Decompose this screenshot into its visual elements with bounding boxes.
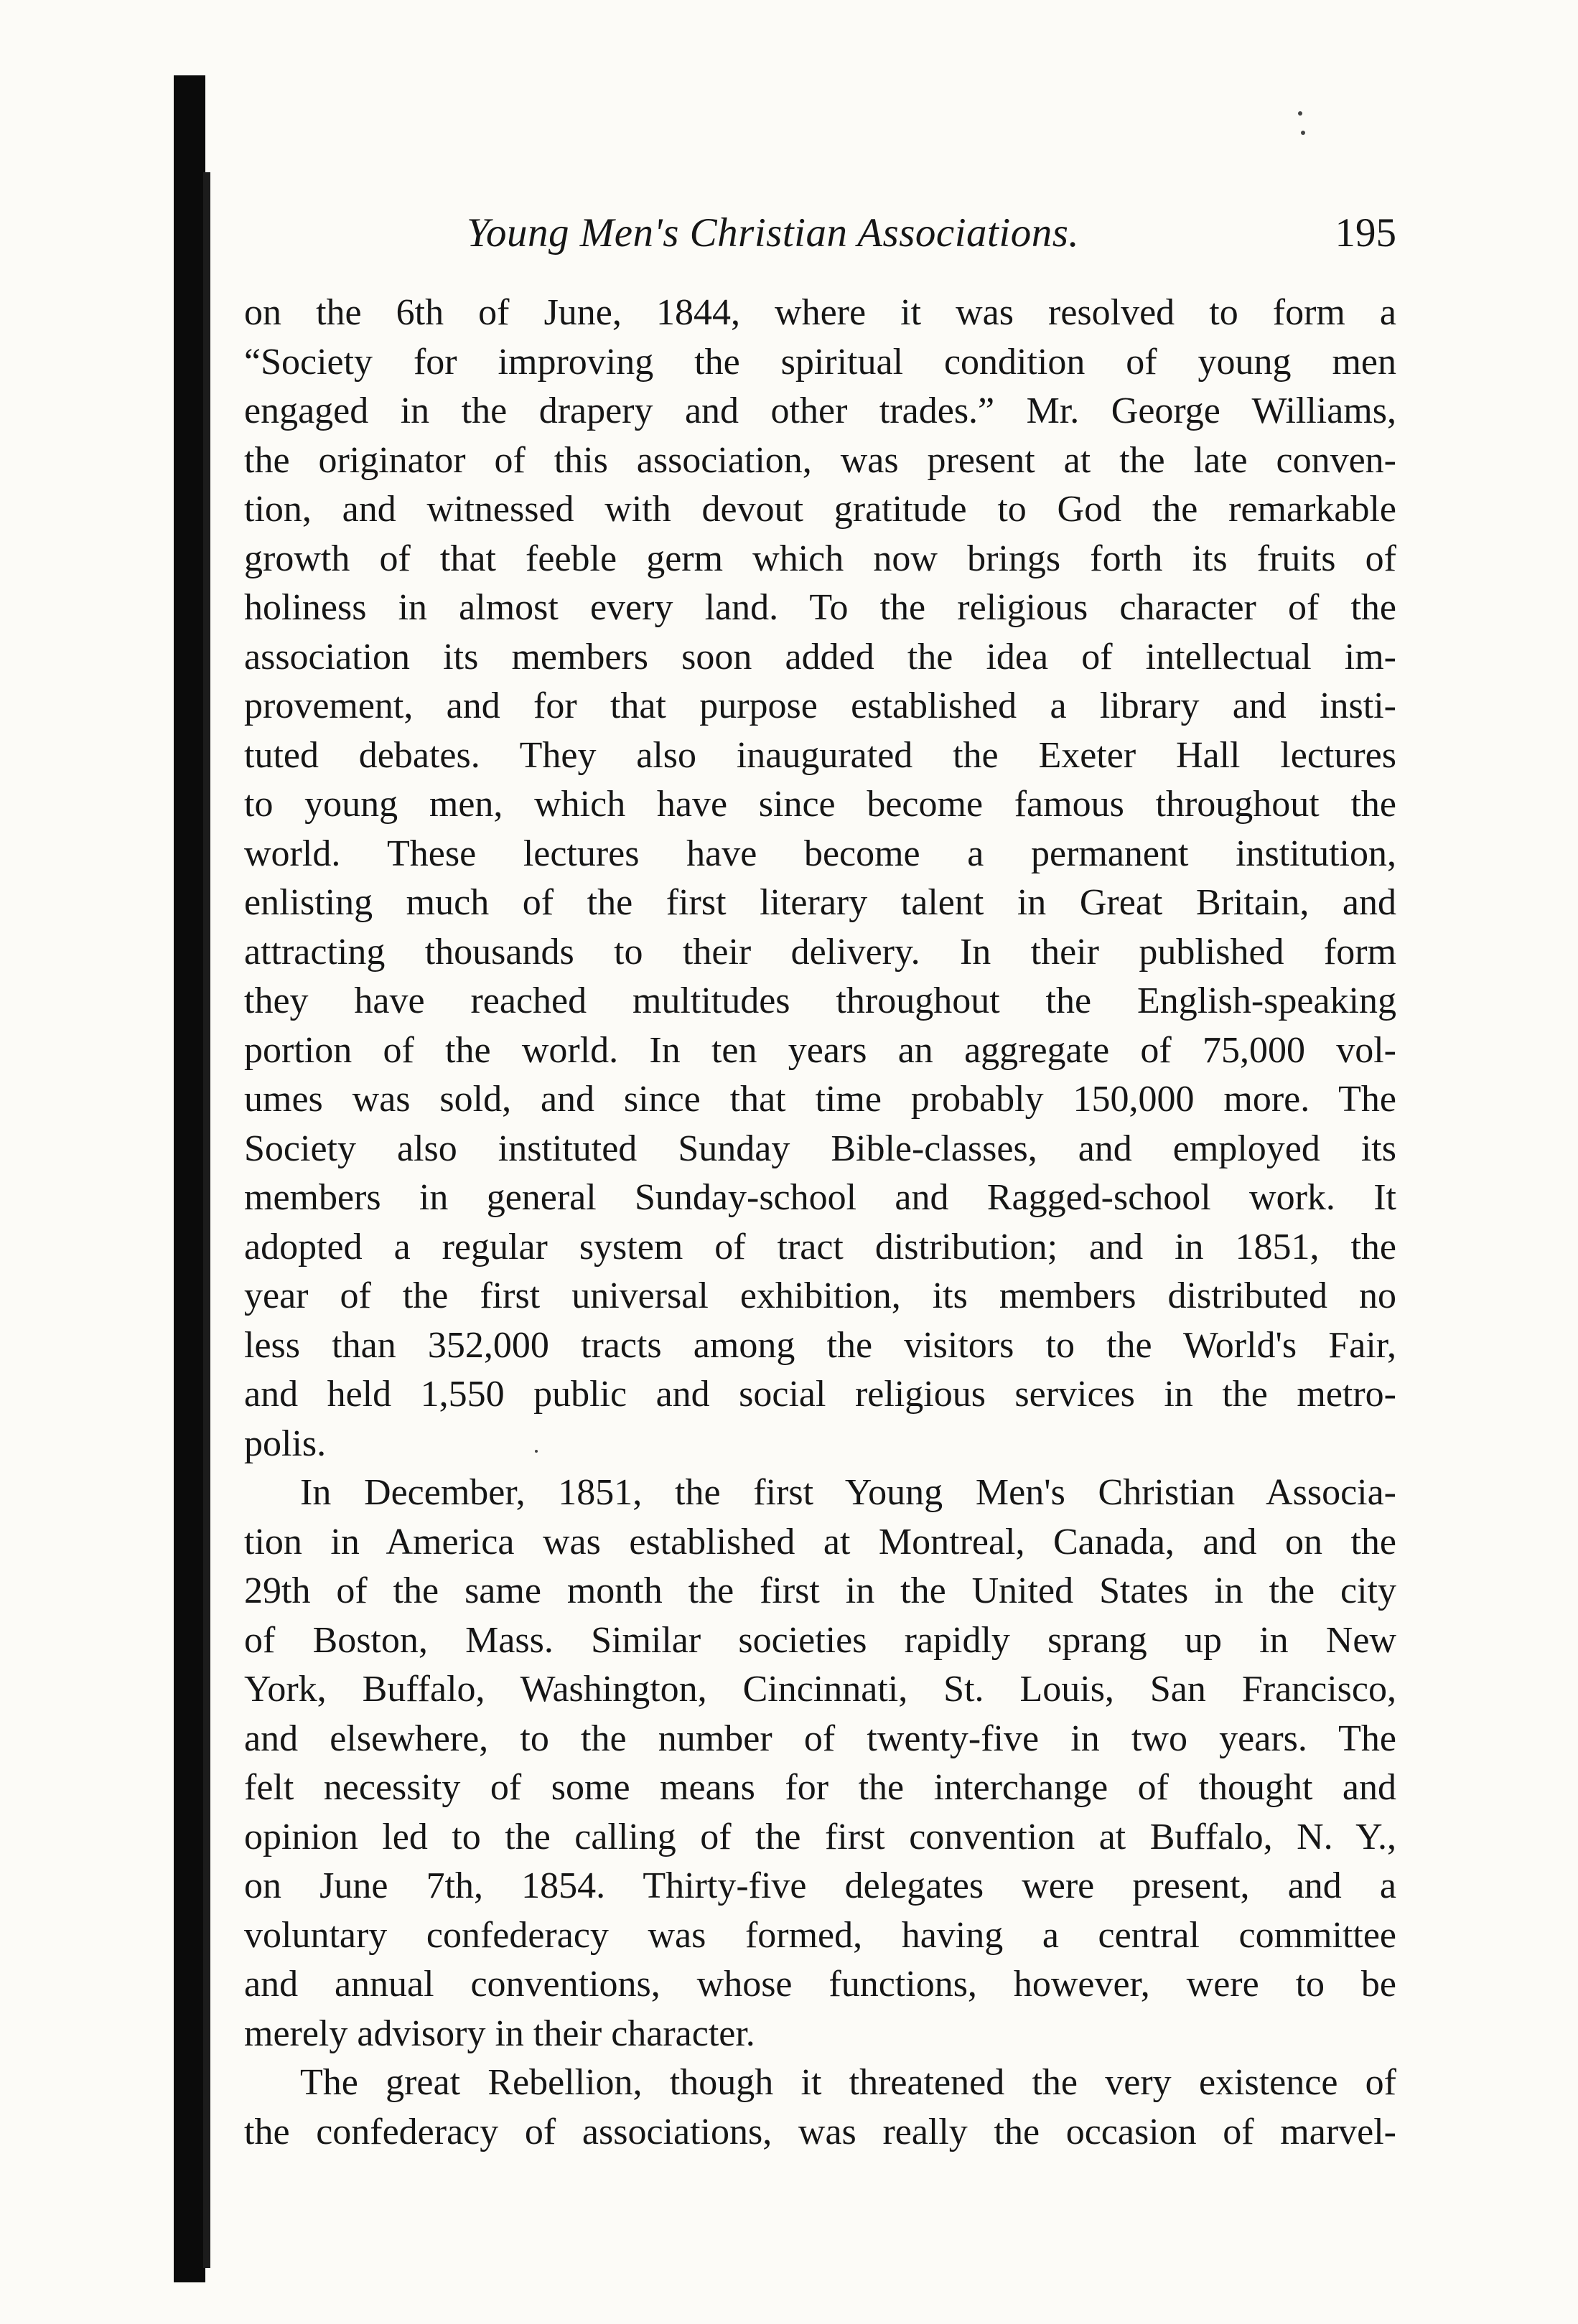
text-line: year of the first universal exhibition, its members distributed no — [244, 1275, 1396, 1316]
text-line: the originator of this association, was present at the late conven- — [244, 439, 1396, 481]
paragraph-end-line: merely advisory in their character. — [244, 2013, 755, 2054]
text-line: on June 7th, 1854. Thirty-five delegates were present, and a — [244, 1865, 1396, 1906]
text-line: Society also instituted Sunday Bible-classes, and employed its — [244, 1128, 1396, 1169]
text-line: and held 1,550 public and social religious services in the metro- — [244, 1374, 1396, 1415]
text-line: engaged in the drapery and other trades.” Mr. George Williams, — [244, 390, 1396, 431]
text-line: umes was sold, and since that time probably 150,000 more. The — [244, 1079, 1396, 1120]
text-line: tion, and witnessed with devout gratitude to God the remarkable — [244, 489, 1396, 530]
text-line: holiness in almost every land. To the religious character of the — [244, 587, 1396, 628]
text-line: portion of the world. In ten years an aggregate of 75,000 vol- — [244, 1029, 1396, 1071]
running-head: Young Men's Christian Associations. — [467, 210, 1080, 256]
paragraph-start-line: In December, 1851, the first Young Men's Christian Associa- — [300, 1472, 1396, 1513]
text-line: they have reached multitudes throughout the English-speaking — [244, 980, 1396, 1021]
paragraph-end-line: polis. — [244, 1423, 327, 1464]
text-line: tuted debates. They also inaugurated the Exeter Hall lectures — [244, 734, 1396, 776]
text-line: York, Buffalo, Washington, Cincinnati, St. Louis, San Francisco, — [244, 1669, 1396, 1710]
text-line: “Society for improving the spiritual condition of young men — [244, 341, 1396, 383]
text-line: on the 6th of June, 1844, where it was resolved to form a — [244, 292, 1396, 333]
scan-speck — [1298, 111, 1302, 116]
text-line: enlisting much of the first literary talent in Great Britain, and — [244, 882, 1396, 923]
text-line: less than 352,000 tracts among the visitors to the World's Fair, — [244, 1324, 1396, 1366]
text-line: growth of that feeble germ which now brings forth its fruits of — [244, 538, 1396, 579]
text-line: tion in America was established at Montreal, Canada, and on the — [244, 1521, 1396, 1562]
text-line: to young men, which have since become famous throughout the — [244, 784, 1396, 825]
text-line: felt necessity of some means for the interchange of thought and — [244, 1767, 1396, 1808]
page-number: 195 — [1335, 210, 1396, 256]
page-header — [244, 205, 1396, 262]
text-line: 29th of the same month the first in the United States in the city — [244, 1570, 1396, 1611]
text-line: of Boston, Mass. Similar societies rapidly sprang up in New — [244, 1619, 1396, 1661]
binding-shadow-edge — [203, 172, 210, 2268]
text-line: adopted a regular system of tract distribution; and in 1851, the — [244, 1226, 1396, 1268]
text-line: opinion led to the calling of the first convention at Buffalo, N. Y., — [244, 1816, 1396, 1857]
text-line: the confederacy of associations, was really the occasion of marvel- — [244, 2111, 1396, 2152]
text-line: association its members soon added the idea of intellectual im- — [244, 636, 1396, 678]
text-line: attracting thousands to their delivery. In their published form — [244, 931, 1396, 973]
text-line: provement, and for that purpose established a library and insti- — [244, 685, 1396, 726]
text-line: and annual conventions, whose functions, however, were to be — [244, 1964, 1396, 2005]
binding-shadow — [174, 75, 205, 2282]
text-line: and elsewhere, to the number of twenty-five in two years. The — [244, 1718, 1396, 1759]
text-line: voluntary confederacy was formed, having a central committee — [244, 1914, 1396, 1956]
scan-speck — [1301, 131, 1305, 135]
body-text — [244, 289, 1396, 2157]
text-line: members in general Sunday-school and Ragged-school work. It — [244, 1177, 1396, 1218]
text-line: world. These lectures have become a permanent institution, — [244, 833, 1396, 874]
paragraph-start-line: The great Rebellion, though it threatened the very existence of — [300, 2062, 1396, 2103]
